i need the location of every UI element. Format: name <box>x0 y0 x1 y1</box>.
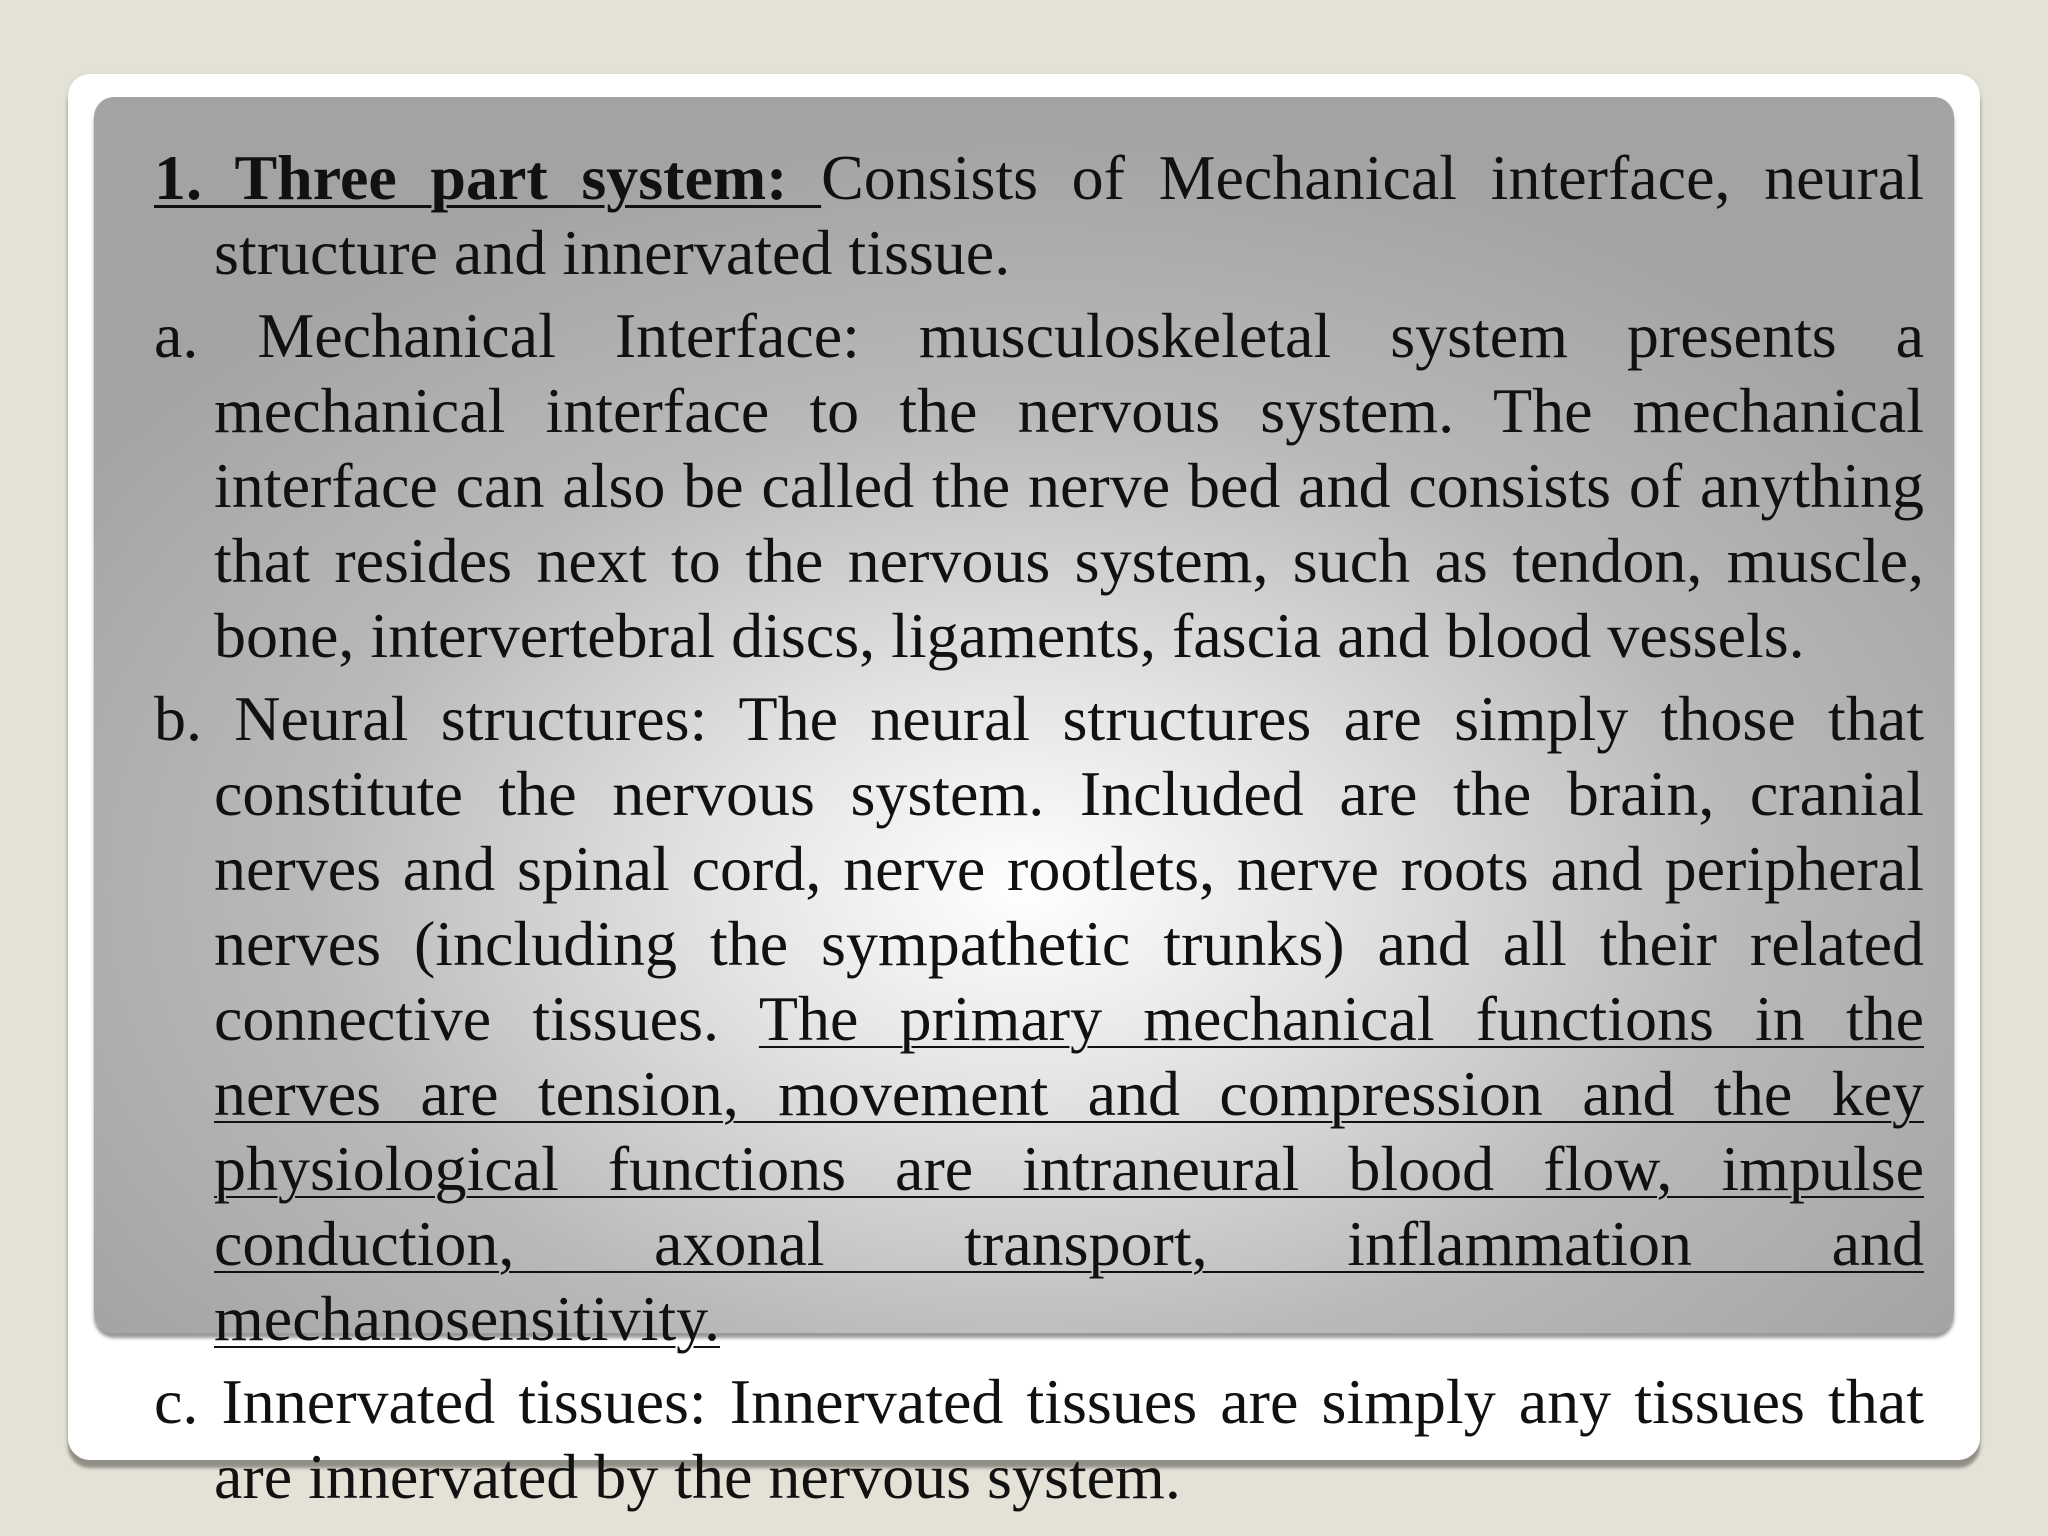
intro-text: Consists of Mechanical interface, neural structure and innervated tissue. <box>214 142 1924 288</box>
item-a-paragraph <box>154 298 1924 673</box>
item-c-paragraph <box>154 1364 1924 1514</box>
item-b-underlined-text: The primary mechanical functions in the nerves are tension, movement and compression and the key physiological functions are intraneural blood flow, impulse conduction, axonal transport, inflammation and mechanosensitivity. <box>214 983 1924 1354</box>
intro-heading: 1. Three part system: <box>154 142 822 213</box>
item-b-paragraph <box>154 681 1924 1356</box>
item-a-text: a. Mechanical Interface: musculoskeletal system presents a mechanical interface to the nervous system. The mechanical interface can also be called the nerve bed and consists of anything that resides next to the nervous system, such as tendon, muscle, bone, intervertebral discs, ligaments, fascia and blood vessels. <box>154 300 1924 671</box>
item-b-text: b. Neural structures: The neural structures are simply those that constitute the nervous system. Included are the brain, cranial nerves and spinal cord, nerve rootlets, nerve roots and peripheral nerves (including the sympathetic trunks) and all their related connective tissues. <box>154 683 1924 1054</box>
item-c-text: c. Innervated tissues: Innervated tissues are simply any tissues that are innervated by the nervous system. <box>154 1366 1924 1512</box>
slide-body <box>154 140 1924 1522</box>
intro-paragraph <box>154 140 1924 290</box>
